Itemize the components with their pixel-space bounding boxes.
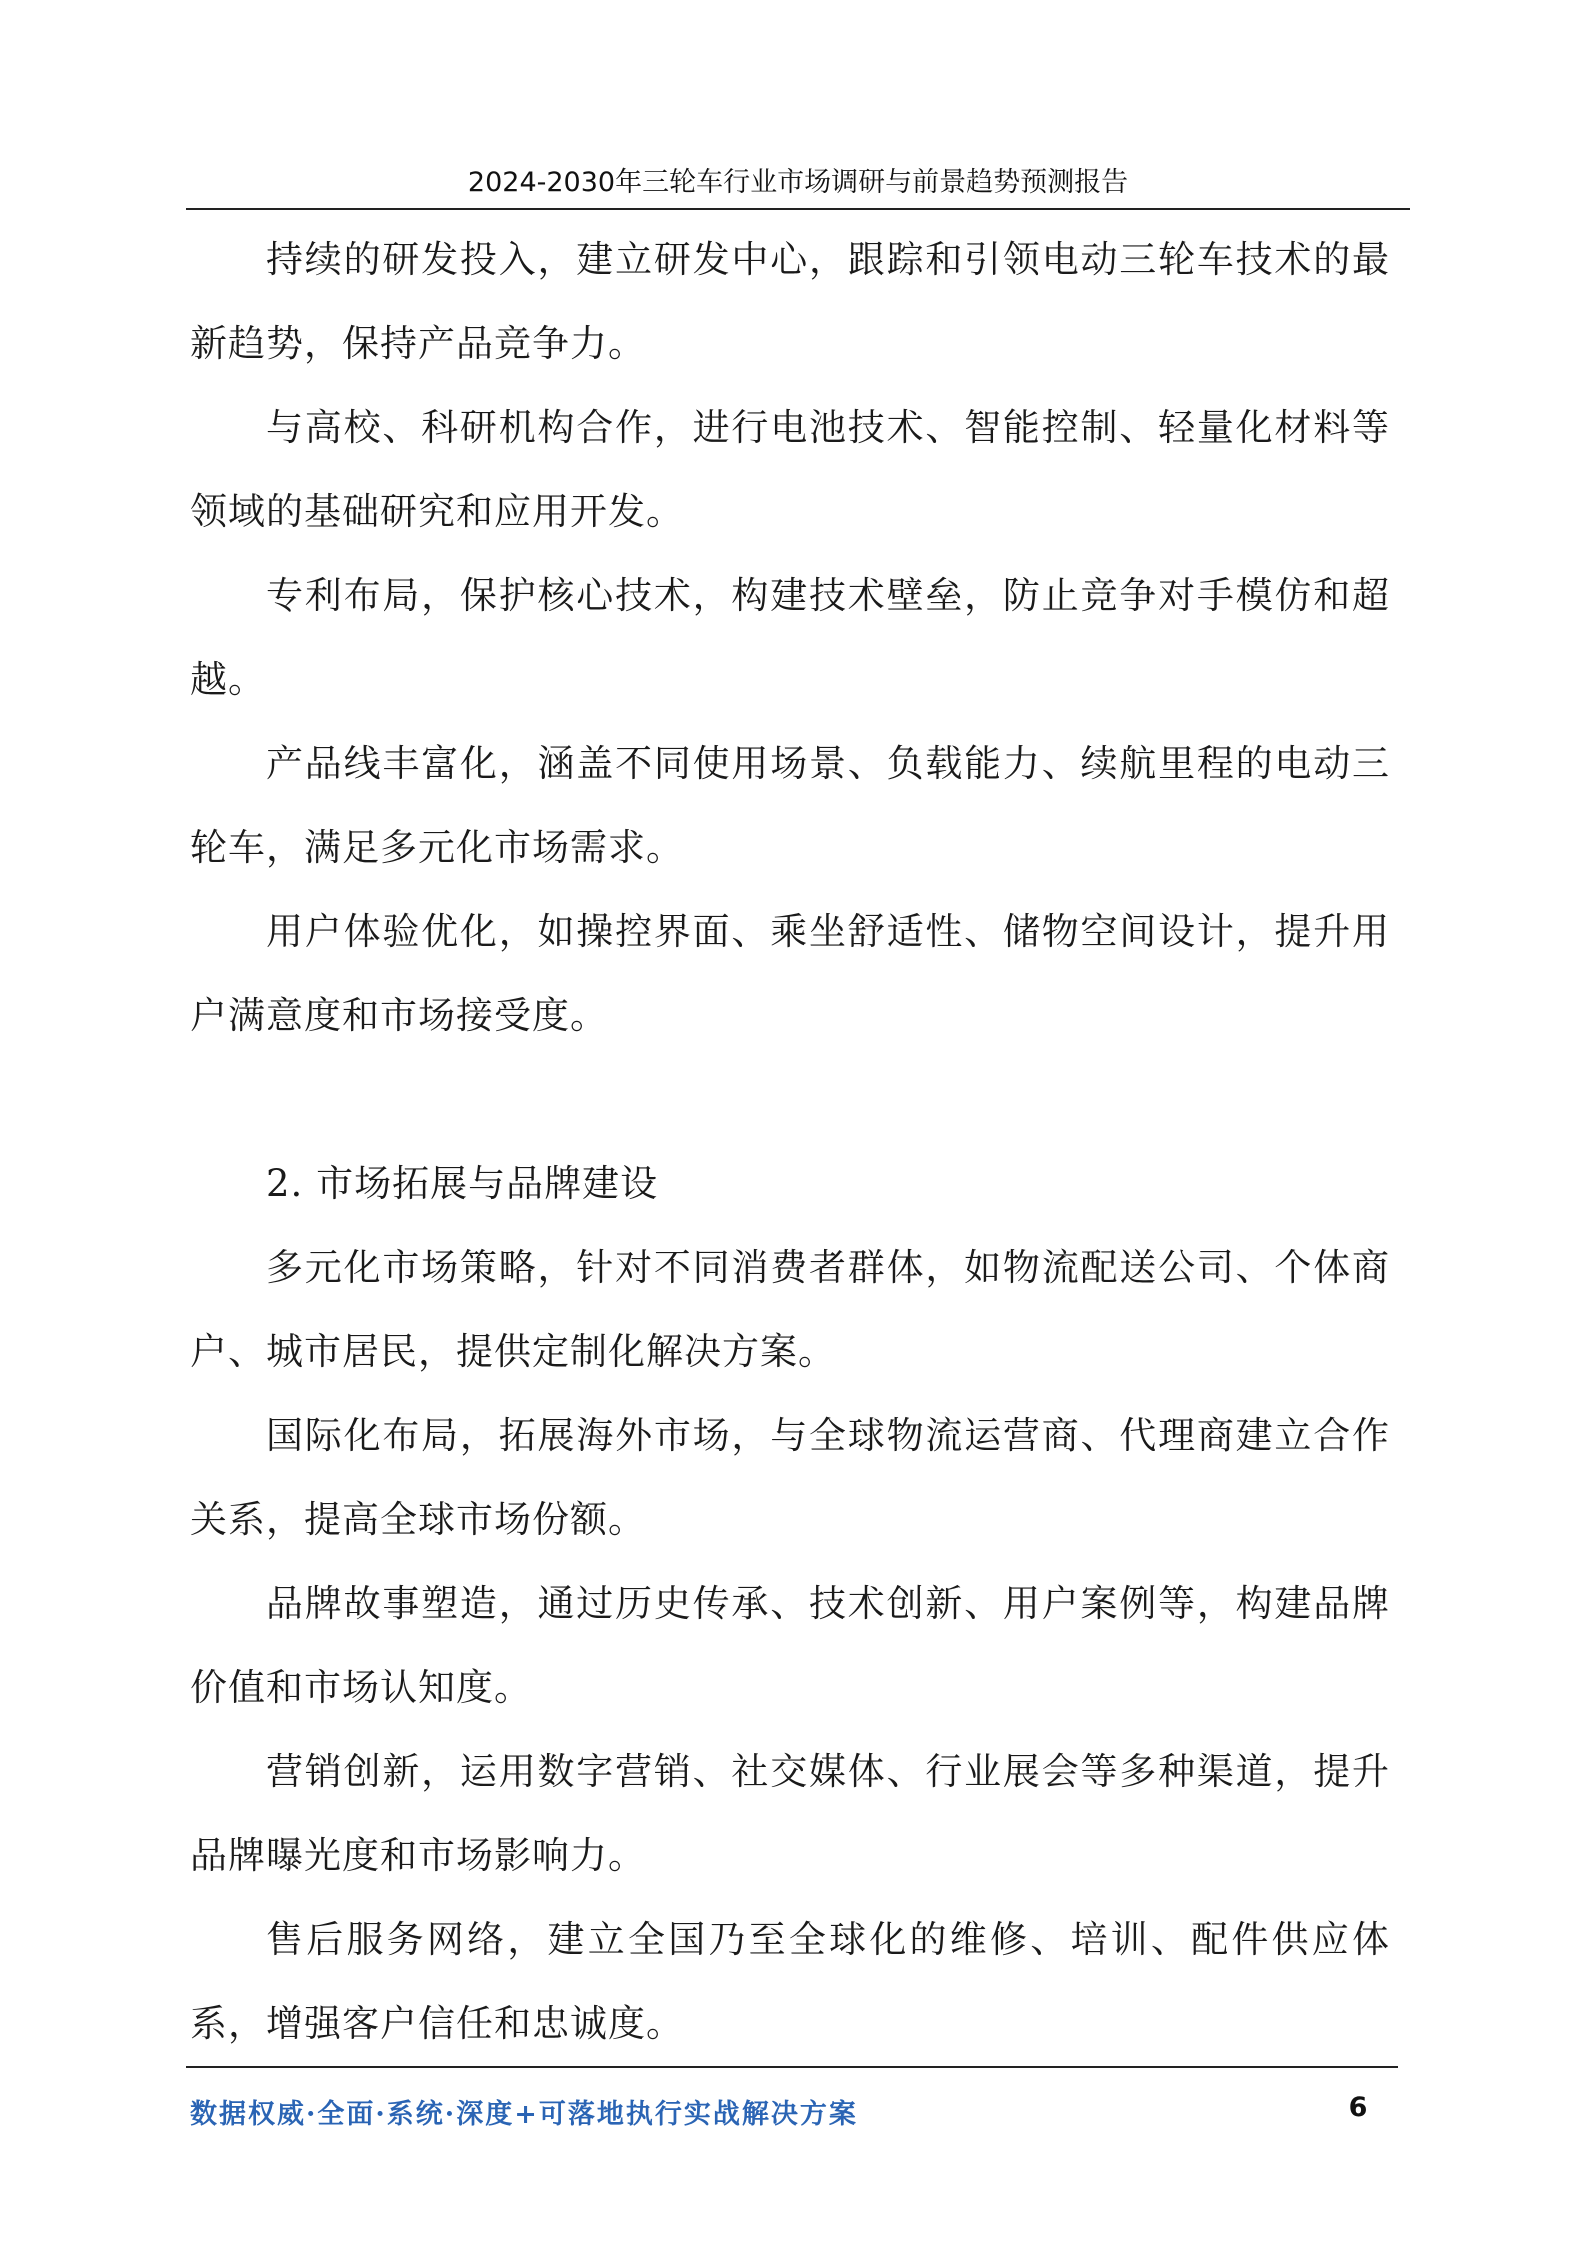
section-heading: 2. 市场拓展与品牌建设: [266, 1162, 659, 1205]
paragraph: 用户体验优化，如操控界面、乘坐舒适性、储物空间设计，提升用户满意度和市场接受度。: [190, 910, 1390, 1037]
document-body: [190, 218, 1390, 2066]
paragraph: 国际化布局，拓展海外市场，与全球物流运营商、代理商建立合作关系，提高全球市场份额。: [190, 1414, 1390, 1541]
paragraph: 持续的研发投入，建立研发中心，跟踪和引领电动三轮车技术的最新趋势，保持产品竞争力。: [190, 238, 1390, 365]
footer-divider: [186, 2066, 1398, 2068]
paragraph: 与高校、科研机构合作，进行电池技术、智能控制、轻量化材料等领域的基础研究和应用开发。: [190, 406, 1390, 533]
paragraph: 产品线丰富化，涵盖不同使用场景、负载能力、续航里程的电动三轮车，满足多元化市场需求。: [190, 742, 1390, 869]
page-number: 6: [1348, 2092, 1368, 2123]
paragraph: 售后服务网络，建立全国乃至全球化的维修、培训、配件供应体系，增强客户信任和忠诚度。: [190, 1918, 1390, 2045]
paragraph: 营销创新，运用数字营销、社交媒体、行业展会等多种渠道，提升品牌曝光度和市场影响力。: [190, 1750, 1390, 1877]
paragraph: 专利布局，保护核心技术，构建技术壁垒，防止竞争对手模仿和超越。: [190, 574, 1390, 701]
paragraph: 多元化市场策略，针对不同消费者群体，如物流配送公司、个体商户、城市居民，提供定制化解决方案。: [190, 1246, 1390, 1373]
section-spacer: [190, 1058, 1390, 1142]
page-header-title: 2024-2030年三轮车行业市场调研与前景趋势预测报告: [467, 167, 1129, 198]
footer-slogan: 数据权威·全面·系统·深度+可落地执行实战解决方案: [190, 2099, 858, 2130]
paragraph: 品牌故事塑造，通过历史传承、技术创新、用户案例等，构建品牌价值和市场认知度。: [190, 1582, 1390, 1709]
header-divider: [186, 208, 1410, 210]
